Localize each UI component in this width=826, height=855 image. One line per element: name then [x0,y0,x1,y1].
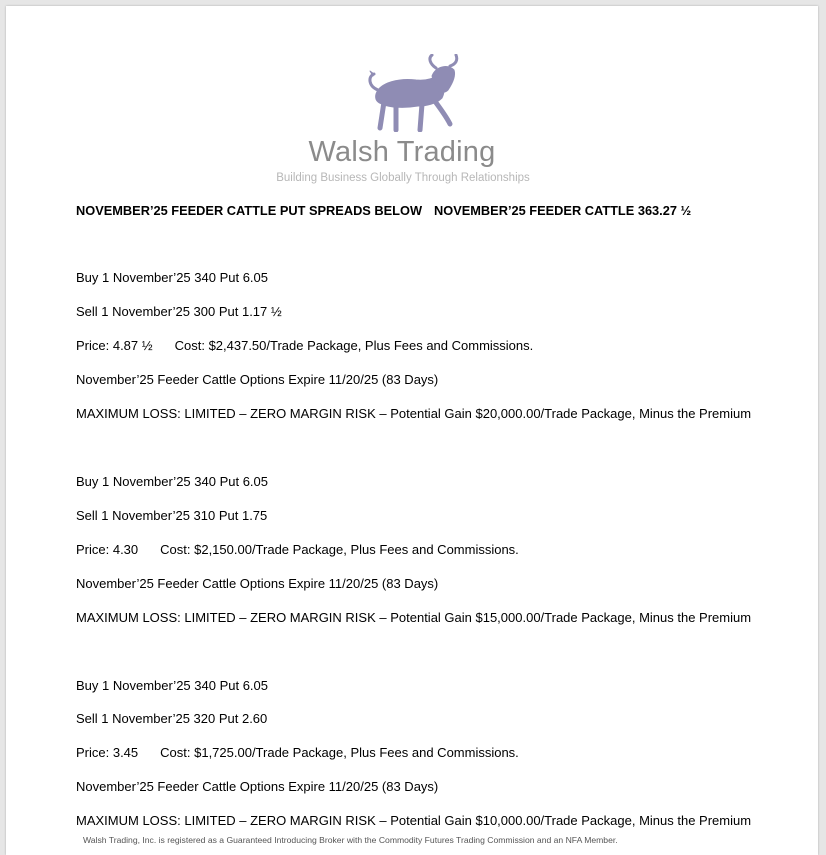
spread-2-sell: Sell 1 November’25 310 Put 1.75 [76,508,268,523]
spread-1-buy: Buy 1 November’25 340 Put 6.05 [76,270,268,285]
spread-2-cost: Cost: $2,150.00/Trade Package, Plus Fees and Commissions. [160,542,519,557]
footer-disclaimer: Walsh Trading, Inc. is registered as a Guaranteed Introducing Broker with the Commodity Futures Trading Commission and an NFA Member. [83,835,618,845]
spread-2-buy: Buy 1 November’25 340 Put 6.05 [76,474,268,489]
spread-1-sell: Sell 1 November’25 300 Put 1.17 ½ [76,304,282,319]
spread-3-buy: Buy 1 November’25 340 Put 6.05 [76,678,268,693]
spread-2-price: Price: 4.30 [76,542,139,557]
logo-tagline: Building Business Globally Through Relationships [276,172,530,184]
bull-icon [366,54,462,132]
spread-1-risk: MAXIMUM LOSS: LIMITED – ZERO MARGIN RISK – Potential Gain $20,000.00/Trade Package, Minus the Premium [76,406,752,421]
spread-3-cost: Cost: $1,725.00/Trade Package, Plus Fees and Commissions. [160,745,519,760]
spread-2-price-line [76,542,519,557]
spread-2-expiration: November’25 Feeder Cattle Options Expire 11/20/25 (83 Days) [76,576,439,591]
header-futures-price: NOVEMBER’25 FEEDER CATTLE 363.27 ½ [434,203,692,218]
spread-1-expiration: November’25 Feeder Cattle Options Expire 11/20/25 (83 Days) [76,372,439,387]
company-logo [276,52,556,192]
spread-1-price: Price: 4.87 ½ [76,338,153,353]
spread-3-price: Price: 3.45 [76,745,139,760]
header-title: NOVEMBER’25 FEEDER CATTLE PUT SPREADS BELOW [76,203,423,218]
spread-3-sell: Sell 1 November’25 320 Put 2.60 [76,711,268,726]
spread-3-risk: MAXIMUM LOSS: LIMITED – ZERO MARGIN RISK – Potential Gain $10,000.00/Trade Package, Minus the Premium [76,813,752,828]
spread-2-risk: MAXIMUM LOSS: LIMITED – ZERO MARGIN RISK – Potential Gain $15,000.00/Trade Package, Minus the Premium [76,610,752,625]
spread-3-expiration: November’25 Feeder Cattle Options Expire 11/20/25 (83 Days) [76,779,439,794]
spread-1-price-line [76,338,533,353]
spread-1-cost: Cost: $2,437.50/Trade Package, Plus Fees and Commissions. [174,338,534,353]
spread-3-price-line [76,745,519,760]
document-page [6,6,818,855]
logo-name: Walsh Trading [308,136,496,168]
